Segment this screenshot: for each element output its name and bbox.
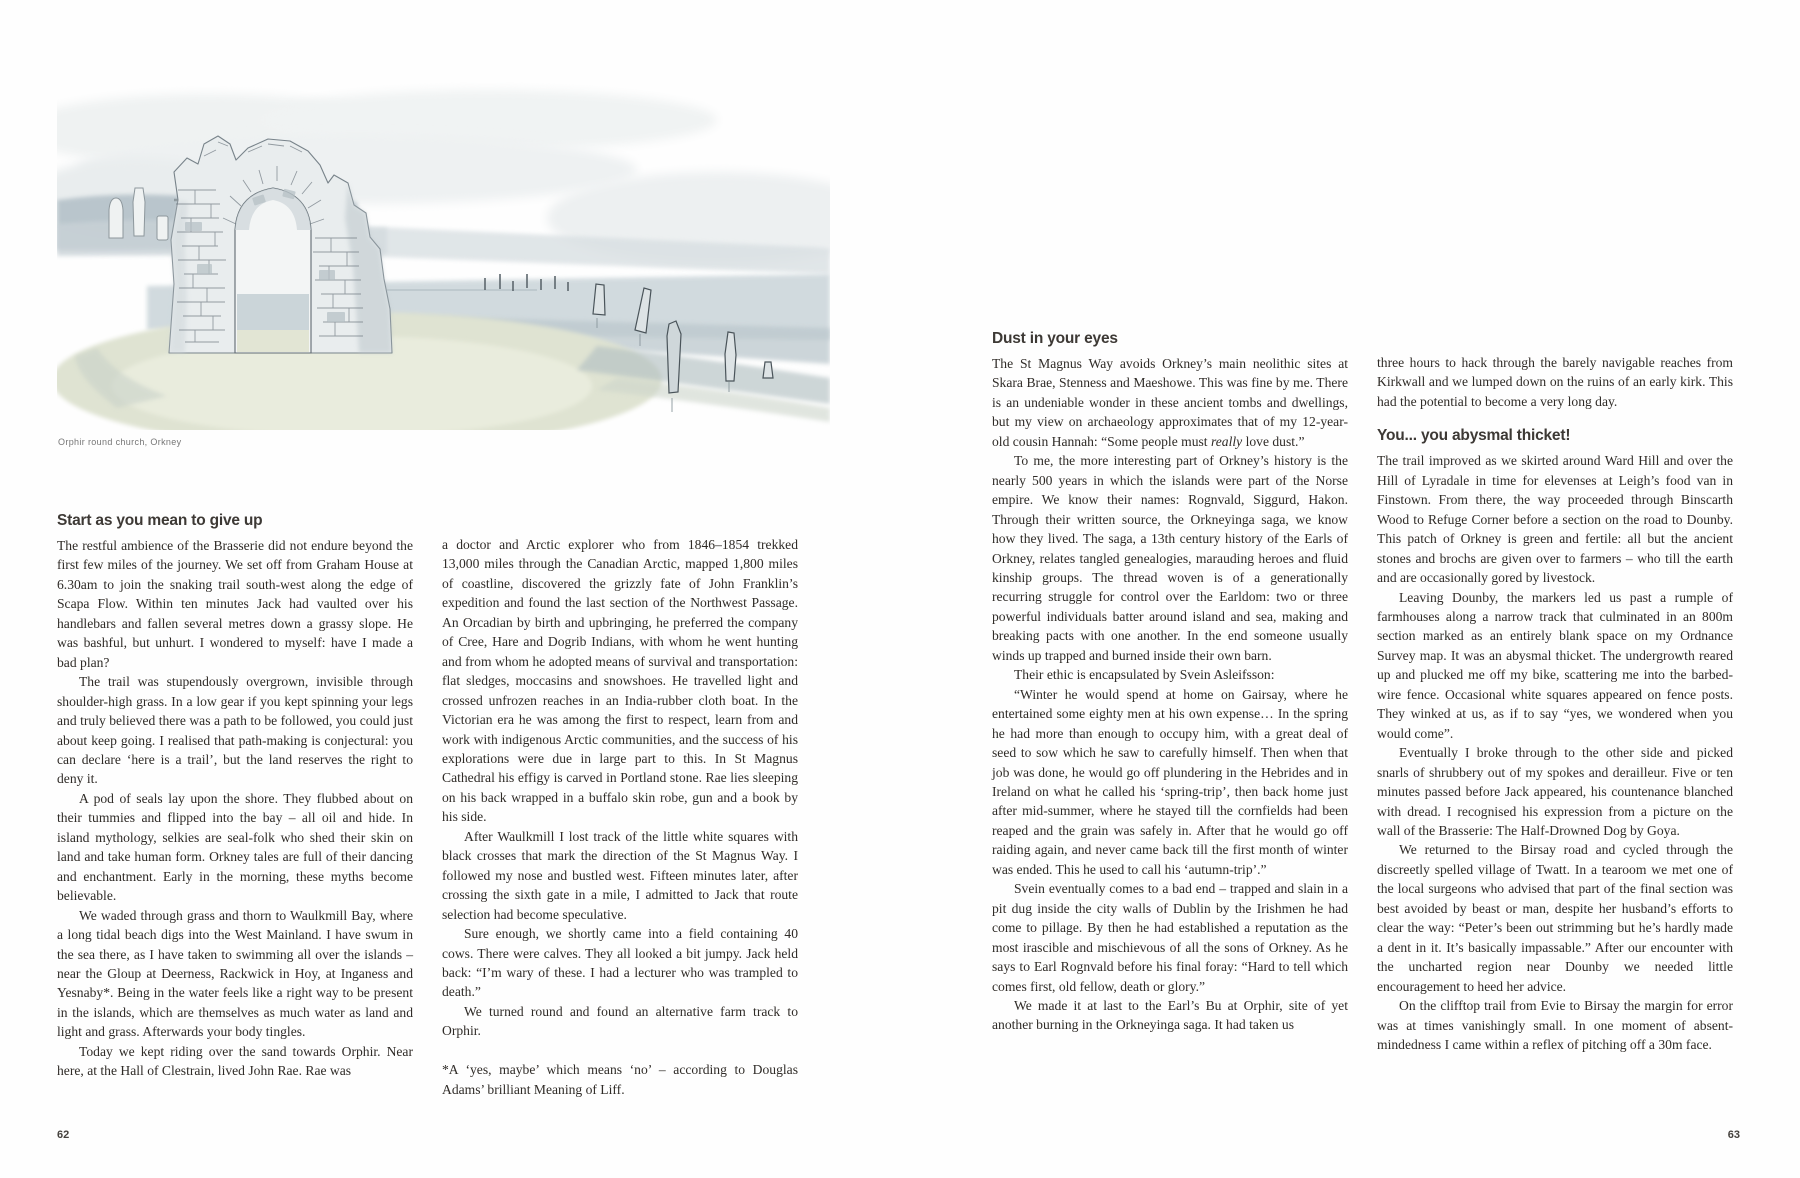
orphir-church-illustration [57, 78, 830, 447]
paragraph: Eventually I broke through to the other side and picked snarls of shrubbery out of my spokes and derailleur. Five or ten minutes passed before Jack appeared, his countenance blanched with dread. I recognised his expression from a picture on the wall of the Brasserie: The Half-Drowned Dog by Goya. [1377, 745, 1733, 838]
right-page-column-1 [992, 329, 1348, 1035]
section-heading: Dust in your eyes [992, 330, 1118, 347]
paragraph: “Winter he would spend at home on Gairsay, where he entertained some eighty men at his own expense… In the spring he had more than enough to occupy him, with a great deal of seed to sow which he saw to carefully himself. Then when that job was done, he would go off plundering in the Hebrides and in Ireland on what he called his ‘spring-trip’, then back home just after mid-summer, where he stayed till the cornfields had been reaped and the grain was safely in. After that he would go off raiding again, and never came back till the first month of winter was ended. This he used to call his ‘autumn-trip’.” [992, 686, 1348, 877]
illustration-caption: Orphir round church, Orkney [58, 437, 182, 447]
paragraph: We returned to the Birsay road and cycled through the discreetly spelled village of Twatt. In a tearoom we met one of the local surgeons who advised that part of the final section was best avoided by beast or man, despite her husband’s efforts to clear the way: “Peter’s been out strimming but he’s hardly made a dent in it. It’s basically impassable.” After our encounter with the uncharted region near Dounby we needed little encouragement to heed her advice. [1377, 842, 1733, 994]
paragraph: The trail was stupendously overgrown, invisible through shoulder-high grass. In a low gear if you kept spinning your legs and truly believed there was a path to be followed, you could just about keep going. I realised that path-making is conjectural: you can declare ‘here is a trail’, but the land reserves the right to deny it. [57, 674, 413, 787]
paragraph: We made it at last to the Earl’s Bu at Orphir, site of yet another burning in the Orkneyinga saga. It had taken us [992, 997, 1348, 1033]
section-heading: Start as you mean to give up [57, 512, 263, 529]
paragraph: After Waulkmill I lost track of the little white squares with black crosses that mark the direction of the St Magnus Way. I followed my nose and bustled west. Fifteen minutes later, after crossing the sixth gate in a mile, I admitted to Jack that route selection had become speculative. [442, 828, 798, 922]
left-page-column-2 [442, 535, 798, 1099]
paragraph: Today we kept riding over the sand towards Orphir. Near here, at the Hall of Clestrain, lived John Rae. Rae was [57, 1043, 413, 1079]
left-page-column-1 [57, 511, 413, 1081]
paragraph: A pod of seals lay upon the shore. They flubbed about on their tummies and flipped into the bay – all oil and hide. In island mythology, selkies are seal-folk who shed their skin on land and take human form. Orkney tales are full of their dancing and enchantment. Early in the morning, these myths become believable. [57, 790, 413, 904]
paragraph: The restful ambience of the Brasserie did not endure beyond the first few miles of the journey. We set off from Graham House at 6.30am to join the snaking trail south-west along the edge of Scapa Flow. Within ten minutes Jack had vaulted over his handlebars and fallen several metres down a grassy slope. He was bashful, but unhurt. I wondered to myself: have I made a bad plan? [57, 538, 413, 670]
paragraph: Leaving Dounby, the markers led us past a rumple of farmhouses along a narrow track that culminated in an 800m section marked as an entirely blank space on my Ordnance Survey map. It was an abysmal thicket. The undergrowth reared up and plucked me off my bike, scattering me into the barbed-wire fence. Occasional white squares appeared on fence posts. They winked at us, as if to say “yes, we wondered when you would come”. [1377, 589, 1733, 741]
right-page-column-2 [1377, 353, 1733, 1054]
paragraph: The trail improved as we skirted around Ward Hill and over the Hill of Lyradale in time for elevenses at Leigh’s food van in Finstown. From there, the way proceeded through Binscarth Wood to Refuge Corner before a section on the road to Dounby. This patch of Orkney is green and fertile: all but the ancient stones and brochs are given over to farmers – who till the earth and are occasionally gored by livestock. [1377, 453, 1733, 586]
watercolor-illustration [57, 78, 830, 430]
paragraph: Svein eventually comes to a bad end – trapped and slain in a pit dug inside the city walls of Dublin by the Irishmen he had come to pillage. By then he had established a reputation as the most irascible and mischievous of all the sons of Orkney. As he says to Earl Rognvald before his final foray: “Hard to tell which comes first, old fellow, death or glory.” [992, 881, 1348, 994]
paragraph: three hours to hack through the barely navigable reaches from Kirkwall and we lumped down on the ruins of an early kirk. This had the potential to become a very long day. [1377, 355, 1733, 409]
paragraph: a doctor and Arctic explorer who from 1846–1854 trekked 13,000 miles through the Canadian Arctic, mapped 1,800 miles of coastline, discovered the grizzly fate of John Franklin’s expedition and found the last section of the Northwest Passage. An Orcadian by birth and upbringing, he preferred the company of Cree, Hare and Dogrib Indians, with whom he went hunting and from whom he adopted means of survival and transportation: flat sledges, moccasins and snowshoes. He travelled light and crossed unfrozen reaches in an India-rubber cloth boat. In the Victorian era he was among the first to respect, learn from and work with indigenous Arctic communities, and the success of his explorations were due in large part to this. In St Magnus Cathedral his effigy is carved in Portland stone. Rae lies sleeping on his back wrapped in a buffalo skin robe, gun and a book by his side. [442, 537, 798, 825]
paragraph: We waded through grass and thorn to Waulkmill Bay, where a long tidal beach digs into the West Mainland. I have swum in the sea there, as I have taken to swimming all over the islands – near the Gloup at Deerness, Rackwick in Hoy, at Inganess and Yesnaby*. Being in the water feels like a right way to be present in the islands, which are themselves as much water as land and light and grass. Afterwards your body tingles. [57, 907, 413, 1040]
section-heading: You... you abysmal thicket! [1377, 427, 1571, 445]
footnote: *A ‘yes, maybe’ which means ‘no’ – according to Douglas Adams’ brilliant Meaning of Liff. [442, 1062, 798, 1097]
paragraph: To me, the more interesting part of Orkney’s history is the nearly 500 years in which the islands were part of the Norse empire. We know their names: Rognvald, Siggurd, Hakon. Through their written source, the Orkneyinga saga, we know how they lived. The saga, a 13th century history of the Earls of Orkney, relates tangled genealogies, marauding heroes and fluid kinship groups. The thread woven is of a generationally recurring struggle for control over the Earldom: two or three powerful individuals batter around island and sea, making and breaking pacts with one another. In the end someone usually winds up trapped and burned inside their own barn. [992, 453, 1348, 663]
paragraph: On the clifftop trail from Evie to Birsay the margin for error was at times vanishingly small. In one moment of absent-mindedness I came within a reflex of pitching off a 30m face. [1377, 998, 1733, 1052]
page-number-left: 62 [57, 1129, 70, 1141]
paragraph: Their ethic is encapsulated by Svein Asleifsson: [1014, 667, 1275, 683]
paragraph: Sure enough, we shortly came into a field containing 40 cows. There were calves. They all looked a bit jumpy. Jack held back: “I’m wary of these. I had a lecturer who was trampled to death.” [442, 926, 798, 1000]
paragraph: The St Magnus Way avoids Orkney’s main neolithic sites at Skara Brae, Stenness and Maeshowe. This was fine by me. There is an undeniable wonder in these ancient tombs and dwellings, but my view on archaeology approximates that of my 12-year-old cousin Hannah: “Some people must really love dust.” [992, 356, 1348, 449]
page-number-right: 63 [1727, 1129, 1740, 1141]
paragraph: We turned round and found an alternative farm track to Orphir. [442, 1003, 798, 1039]
